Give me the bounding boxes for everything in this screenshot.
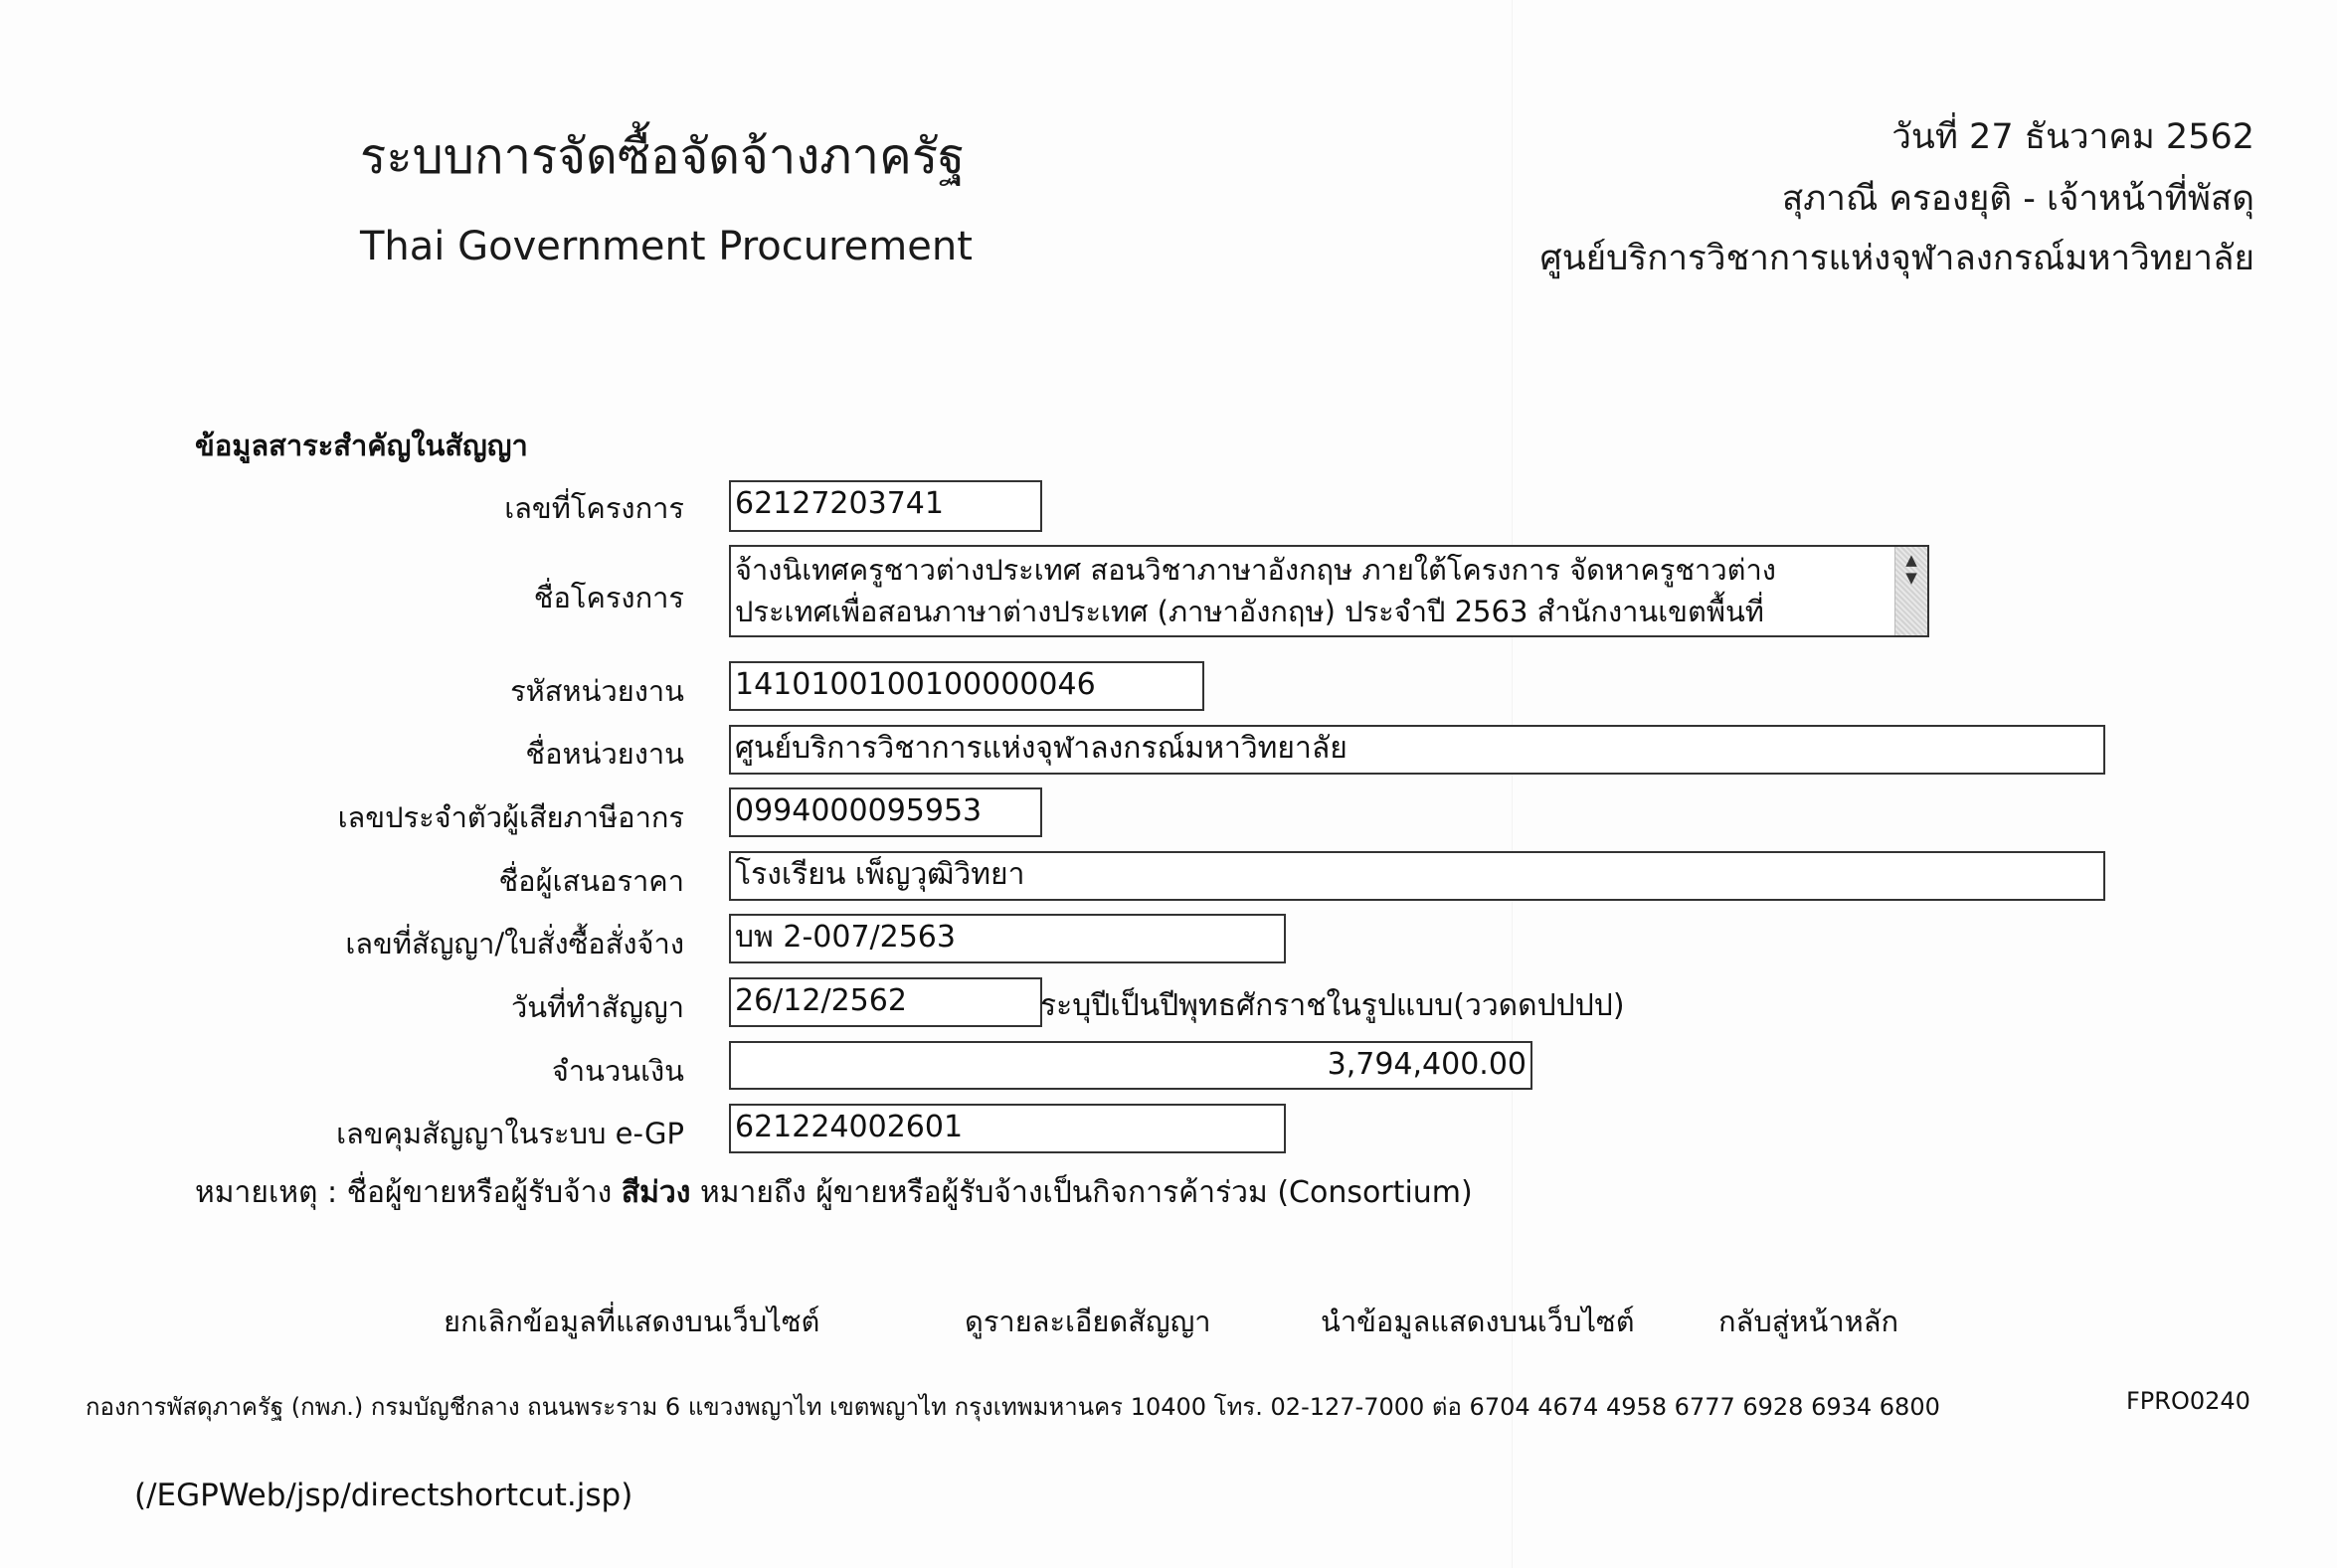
consortium-note [195, 1169, 1473, 1216]
date-format-hint: ระบุปีเป็นปีพุทธศักราชในรูปแบบ(ววดดปปปป) [1040, 988, 1625, 1023]
bidder-name-field[interactable]: โรงเรียน เพ็ญวุฒิวิทยา [729, 851, 2105, 901]
project-no-label: เลขที่โครงการ [504, 491, 684, 525]
agency-code-label: รหัสหน่วยงาน [510, 674, 684, 708]
publish-to-website-link[interactable]: นำข้อมูลแสดงบนเว็บไซต์ [1321, 1305, 1635, 1338]
amount-label: จำนวนเงิน [551, 1054, 684, 1088]
bidder-name-label: ชื่อผู้เสนอราคา [498, 864, 684, 898]
header-date: วันที่ 27 ธันวาคม 2562 [1891, 117, 2254, 157]
footer-address: กองการพัสดุภาครัฐ (กพภ.) กรมบัญชีกลาง ถนนพระราม 6 แขวงพญาไท เขตพญาไท กรุงเทพมหานคร 10400 โทร. 02-127-7000 ต่อ 6704 4674 4958 6777 6928 6934 6800 [86, 1393, 1940, 1421]
amount-field[interactable]: 3,794,400.00 [729, 1041, 1532, 1090]
page-code: FPRO0240 [2126, 1387, 2250, 1415]
section-title: ข้อมูลสาระสำคัญในสัญญา [195, 429, 528, 462]
egp-control-no-field[interactable]: 621224002601 [729, 1104, 1286, 1153]
textarea-scrollbar[interactable] [1894, 547, 1927, 635]
view-contract-detail-link[interactable]: ดูรายละเอียดสัญญา [965, 1305, 1211, 1338]
agency-name-label: ชื่อหน่วยงาน [525, 737, 684, 771]
note-highlight: สีม่วง [621, 1175, 691, 1210]
system-title-thai: ระบบการจัดซื้อจัดจ้างภาครัฐ [360, 128, 966, 185]
note-prefix: หมายเหตุ : ชื่อผู้ขายหรือผู้รับจ้าง [195, 1175, 622, 1210]
back-to-home-link[interactable]: กลับสู่หน้าหลัก [1718, 1305, 1899, 1338]
scroll-down-icon[interactable]: ▼ [1905, 569, 1917, 587]
egp-control-no-label: เลขคุมสัญญาในระบบ e-GP [336, 1117, 684, 1150]
header-officer: สุภาณี ครองยุติ - เจ้าหน้าที่พัสดุ [1781, 179, 2254, 219]
scroll-up-icon[interactable]: ▲ [1905, 551, 1917, 569]
project-name-label: ชื่อโครงการ [533, 581, 684, 614]
note-suffix: หมายถึง ผู้ขายหรือผู้รับจ้างเป็นกิจการค้าร่วม (Consortium) [690, 1175, 1473, 1210]
agency-code-field[interactable]: 1410100100100000046 [729, 661, 1204, 711]
tax-id-field[interactable]: 0994000095953 [729, 787, 1042, 837]
contract-date-label: วันที่ทำสัญญา [510, 990, 684, 1024]
project-name-text: จ้างนิเทศครูชาวต่างประเทศ สอนวิชาภาษาอังกฤษ ภายใต้โครงการ จัดหาครูชาวต่างประเทศเพื่อสอนภาษาต่างประเทศ (ภาษาอังกฤษ) ประจำปี 2563 สำนักงานเขตพื้นที่ [735, 553, 1776, 628]
contract-no-field[interactable]: บพ 2-007/2563 [729, 914, 1286, 963]
project-no-field[interactable]: 62127203741 [729, 480, 1042, 532]
cancel-publish-link[interactable]: ยกเลิกข้อมูลที่แสดงบนเว็บไซต์ [444, 1305, 820, 1338]
system-title-english: Thai Government Procurement [360, 224, 973, 269]
contract-date-field[interactable]: 26/12/2562 [729, 977, 1042, 1027]
page-path: (/EGPWeb/jsp/directshortcut.jsp) [134, 1478, 633, 1513]
tax-id-label: เลขประจำตัวผู้เสียภาษีอากร [337, 800, 684, 834]
header-organization: ศูนย์บริการวิชาการแห่งจุฬาลงกรณ์มหาวิทยาลัย [1539, 239, 2254, 278]
project-name-textarea[interactable] [729, 545, 1929, 637]
agency-name-field[interactable]: ศูนย์บริการวิชาการแห่งจุฬาลงกรณ์มหาวิทยาลัย [729, 725, 2105, 775]
contract-no-label: เลขที่สัญญา/ใบสั่งซื้อสั่งจ้าง [345, 927, 684, 960]
